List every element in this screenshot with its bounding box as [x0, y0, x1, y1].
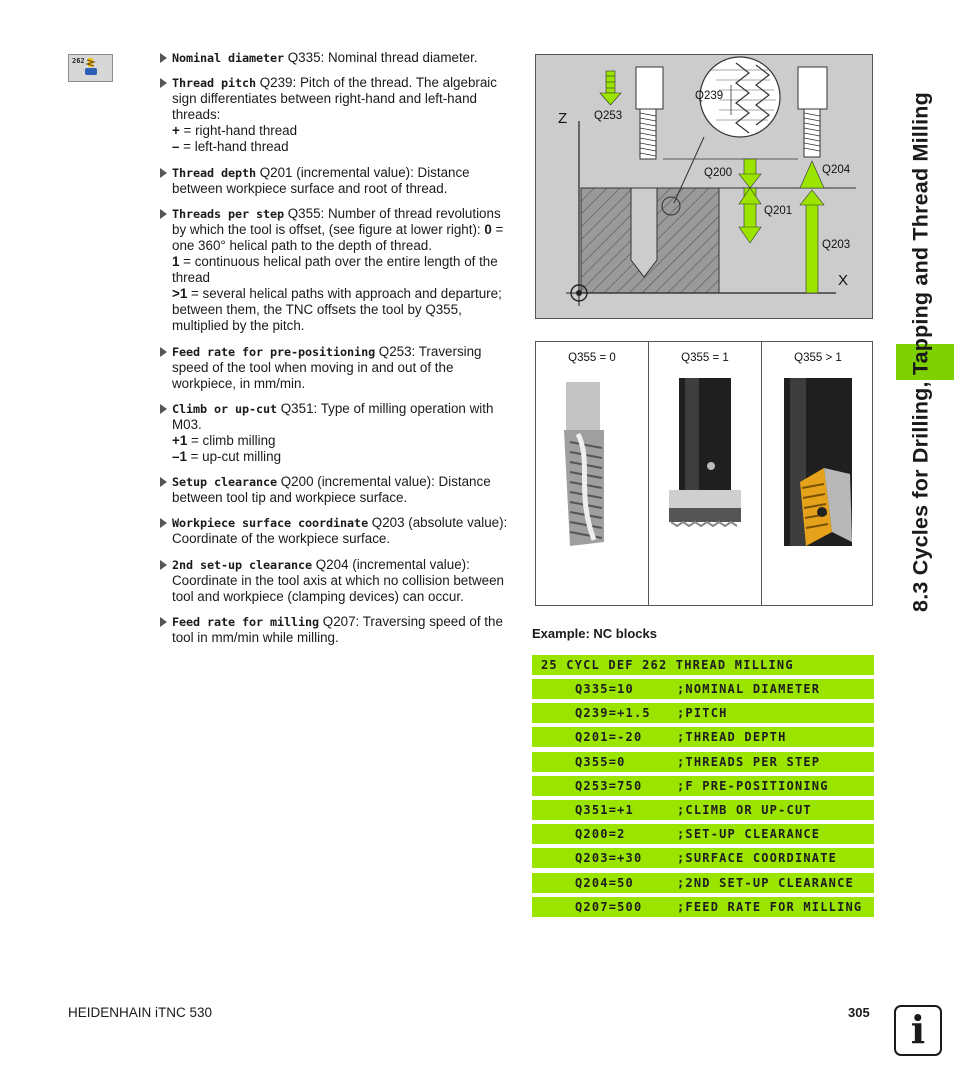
param-text: = one 360° helical path to the depth of thread. — [172, 221, 504, 253]
param-text: = right-hand thread — [179, 123, 298, 139]
label-x: X — [838, 272, 849, 289]
info-icon: i — [894, 1005, 942, 1056]
param-text: = left-hand thread — [179, 139, 289, 155]
photo-q355-1 — [649, 342, 761, 605]
param-text: Q207: Traversing speed of the tool in mm/min while milling. — [172, 613, 503, 645]
thread-milling-diagram — [535, 54, 873, 319]
footer-product: HEIDENHAIN iTNC 530 — [68, 1005, 213, 1020]
param-value: >1 — [172, 286, 188, 302]
bullet-triangle-icon — [160, 78, 167, 88]
nc-block-row — [532, 703, 874, 723]
nc-param: Q239=+1.5 — [575, 706, 651, 721]
param-keyword: Climb or up-cut — [172, 401, 278, 416]
nc-param: Q335=10 — [575, 682, 634, 696]
bullet-triangle-icon — [160, 53, 167, 63]
nc-param: Q204=50 — [575, 875, 634, 890]
bullet-triangle-icon — [160, 560, 167, 570]
label-z: Z — [558, 110, 568, 127]
param-text: Q201 (incremental value): Distance between workpiece surface and root of thread. — [172, 164, 470, 196]
param-item — [158, 515, 514, 547]
param-keyword: Feed rate for pre-positioning — [172, 344, 376, 359]
cycle-number: 262 — [72, 57, 85, 65]
nc-param: Q207=500 — [575, 899, 643, 914]
param-value: 0 — [484, 221, 492, 237]
nc-param: Q355=0 — [575, 754, 626, 769]
nc-comment: ;NOMINAL DIAMETER — [677, 682, 821, 696]
param-item — [158, 165, 514, 197]
param-keyword: Nominal diameter — [172, 51, 285, 65]
param-text: Q355: Number of thread revolutions by which the tool is offset, (see figure at lower right): — [172, 205, 501, 237]
nc-header-text: 25 CYCL DEF 262 THREAD MILLING — [541, 658, 794, 672]
label-q201: Q201 — [764, 205, 793, 217]
section-title: 8.3 Cycles for Drilling, Tapping and Thread Milling — [908, 92, 933, 612]
nc-comment: ;SURFACE COORDINATE — [677, 851, 838, 866]
param-keyword: Thread pitch — [172, 76, 257, 91]
nc-param: Q253=750 — [575, 778, 643, 793]
threaded-hole — [631, 188, 657, 277]
parameter-list — [158, 50, 514, 655]
nc-comment: ;PITCH — [677, 706, 728, 721]
thread-mill-insert-photo — [762, 342, 874, 607]
nc-header-row — [532, 655, 874, 675]
param-value: –1 — [172, 449, 187, 465]
thread-mill-disc-photo — [649, 342, 761, 607]
param-item — [158, 75, 514, 155]
param-value: + — [172, 123, 180, 139]
diagram-svg — [536, 55, 873, 319]
bullet-triangle-icon — [160, 347, 167, 357]
photo-q355-many — [762, 342, 874, 605]
param-item — [158, 344, 514, 392]
nc-block-row — [532, 679, 874, 699]
nc-comment: ;FEED RATE FOR MILLING — [677, 899, 863, 914]
param-item — [158, 614, 514, 646]
param-text: Q351: Type of milling operation with M03. — [172, 400, 494, 432]
param-keyword: Workpiece surface coordinate — [172, 516, 369, 531]
param-text: = up-cut milling — [186, 449, 282, 465]
label-q200: Q200 — [704, 167, 733, 179]
page-number: 305 — [848, 1005, 870, 1020]
nc-block-row — [532, 897, 874, 917]
label-q253: Q253 — [594, 110, 623, 122]
nc-comment: ;THREAD DEPTH — [677, 730, 787, 745]
bullet-triangle-icon — [160, 209, 167, 219]
thread-mill-solid-photo — [536, 342, 648, 607]
param-keyword: Setup clearance — [172, 475, 278, 490]
label-q203: Q203 — [822, 239, 851, 251]
nc-param: Q201=-20 — [575, 730, 643, 745]
param-item — [158, 557, 514, 605]
nc-param: Q203=+30 — [575, 851, 643, 866]
nc-comment: ;SET-UP CLEARANCE — [677, 827, 821, 842]
nc-param: Q351=+1 — [575, 803, 634, 817]
caption-q355-many: Q355 > 1 — [794, 352, 842, 364]
param-item — [158, 206, 514, 335]
nc-block-row — [532, 727, 874, 747]
nc-block-row — [532, 873, 874, 893]
bullet-triangle-icon — [160, 404, 167, 414]
bullet-triangle-icon — [160, 168, 167, 178]
bullet-triangle-icon — [160, 518, 167, 528]
param-text: Q335: Nominal thread diameter. — [284, 50, 478, 65]
param-item — [158, 474, 514, 506]
param-text: = climb milling — [187, 432, 276, 448]
nc-comment: ;THREADS PER STEP — [677, 754, 821, 769]
tool-photos-figure — [535, 341, 873, 606]
param-keyword: Threads per step — [172, 206, 285, 221]
tool-left — [636, 67, 663, 109]
param-text: = continuous helical path over the entire length of the thread — [172, 254, 498, 286]
nc-param: Q200=2 — [575, 827, 626, 842]
bullet-triangle-icon — [160, 477, 167, 487]
param-keyword: Thread depth — [172, 165, 257, 180]
nc-block-row — [532, 752, 874, 772]
param-text: Q239: Pitch of the thread. The algebraic sign differentiates between right-hand and left-hand threads: — [172, 75, 497, 123]
param-text: Q204 (incremental value): Coordinate in the tool axis at which no collision between tool and workpiece (clamping devices) can occur. — [172, 556, 504, 604]
cycle-262-icon — [68, 54, 113, 82]
nc-block-row — [532, 848, 874, 868]
nc-comment: ;2ND SET-UP CLEARANCE — [677, 875, 854, 890]
photo-q355-0 — [536, 342, 648, 605]
param-item — [158, 401, 514, 465]
nc-block-row — [532, 824, 874, 844]
param-text: Q200 (incremental value): Distance between tool tip and workpiece surface. — [172, 474, 491, 506]
thread-milling-symbol — [69, 55, 112, 81]
example-title: Example: NC blocks — [532, 626, 657, 641]
tool-right — [798, 67, 827, 109]
param-text: Q253: Traversing speed of the tool when moving in and out of the workpiece, in mm/min. — [172, 343, 482, 391]
param-value: 1 — [172, 254, 180, 270]
nc-comment: ;F PRE-POSITIONING — [677, 778, 829, 793]
param-text: Q203 (absolute value): Coordinate of the workpiece surface. — [172, 515, 508, 547]
param-value: – — [172, 139, 180, 155]
caption-q355-1: Q355 = 1 — [681, 352, 729, 364]
nc-comment: ;CLIMB OR UP-CUT — [677, 803, 812, 817]
param-item — [158, 50, 514, 66]
caption-q355-0: Q355 = 0 — [568, 352, 616, 364]
label-q239: Q239 — [695, 90, 724, 102]
label-q204: Q204 — [822, 164, 851, 176]
bullet-triangle-icon — [160, 617, 167, 627]
param-keyword: 2nd set-up clearance — [172, 557, 313, 572]
param-value: +1 — [172, 432, 188, 448]
nc-block-row — [532, 800, 874, 820]
param-text: = several helical paths with approach and departure; between them, the TNC offsets the tool by Q355, multiplied by the pitch. — [172, 286, 502, 334]
param-keyword: Feed rate for milling — [172, 614, 320, 629]
nc-block-row — [532, 776, 874, 796]
